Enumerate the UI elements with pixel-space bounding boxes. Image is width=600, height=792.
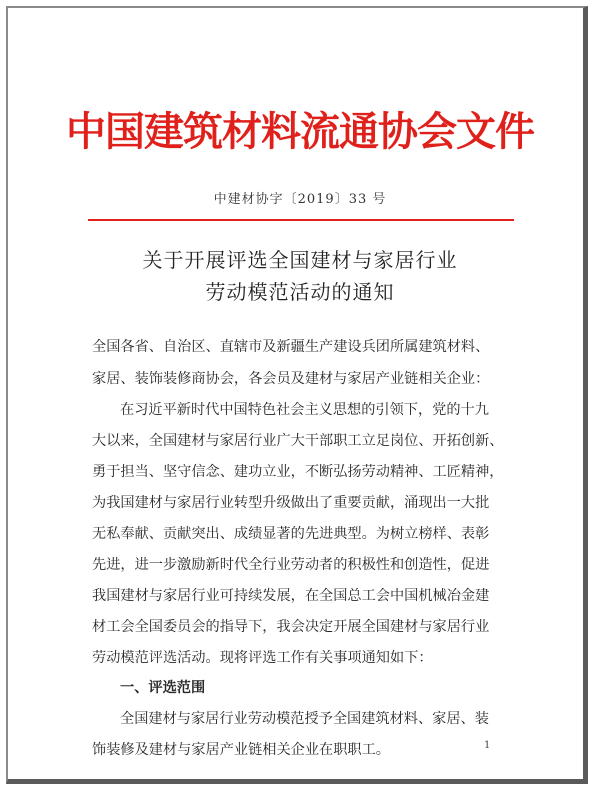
paragraph-line: 先进，进一步激励新时代全行业劳动者的积极性和创造性，促进 <box>92 557 490 573</box>
paragraph-line: 勇于担当、坚守信念、建功立业，不断弘扬劳动精神、工匠精神， <box>92 464 504 480</box>
paragraph-line: 我国建材与家居行业可持续发展，在全国总工会中国机械冶金建 <box>92 588 490 604</box>
paragraph-line: 劳动模范评选活动。现将评选工作有关事项通知如下： <box>92 650 433 666</box>
notice-title-line-1: 关于开展评选全国建材与家居行业 <box>142 248 458 272</box>
red-divider-line <box>88 219 514 221</box>
section-line: 全国建材与家居行业劳动模范授予全国建筑材料、家居、装 <box>120 711 489 727</box>
paragraph-line: 大以来，全国建材与家居行业广大干部职工立足岗位、开拓创新、 <box>92 433 504 449</box>
section-heading: 一、评选范围 <box>120 680 206 696</box>
salutation-line-1: 全国各省、自治区、直辖市及新疆生产建设兵团所属建筑材料、 <box>92 339 490 355</box>
paragraph-line: 在习近平新时代中国特色社会主义思想的引领下，党的十九 <box>120 402 489 418</box>
paragraph-line: 材工会全国委员会的指导下，我会决定开展全国建材与家居行业 <box>92 619 490 635</box>
notice-title-line-2: 劳动模范活动的通知 <box>205 280 395 304</box>
section-line: 饰装修及建材与家居产业链相关企业在职职工。 <box>92 742 390 758</box>
paragraph-line: 为我国建材与家居行业转型升级做出了重要贡献，涌现出一大批 <box>92 495 490 511</box>
paragraph-line: 无私奉献、贡献突出、成绩显著的先进典型。为树立榜样、表彰 <box>92 526 490 542</box>
salutation-line-2: 家居、装饰装修商协会，各会员及建材与家居产业链相关企业： <box>92 371 490 387</box>
document-number: 中建材协字〔2019〕33 号 <box>213 192 387 207</box>
masthead-title: 中国建筑材料流通协会文件 <box>66 108 534 155</box>
page-number: 1 <box>484 740 491 751</box>
